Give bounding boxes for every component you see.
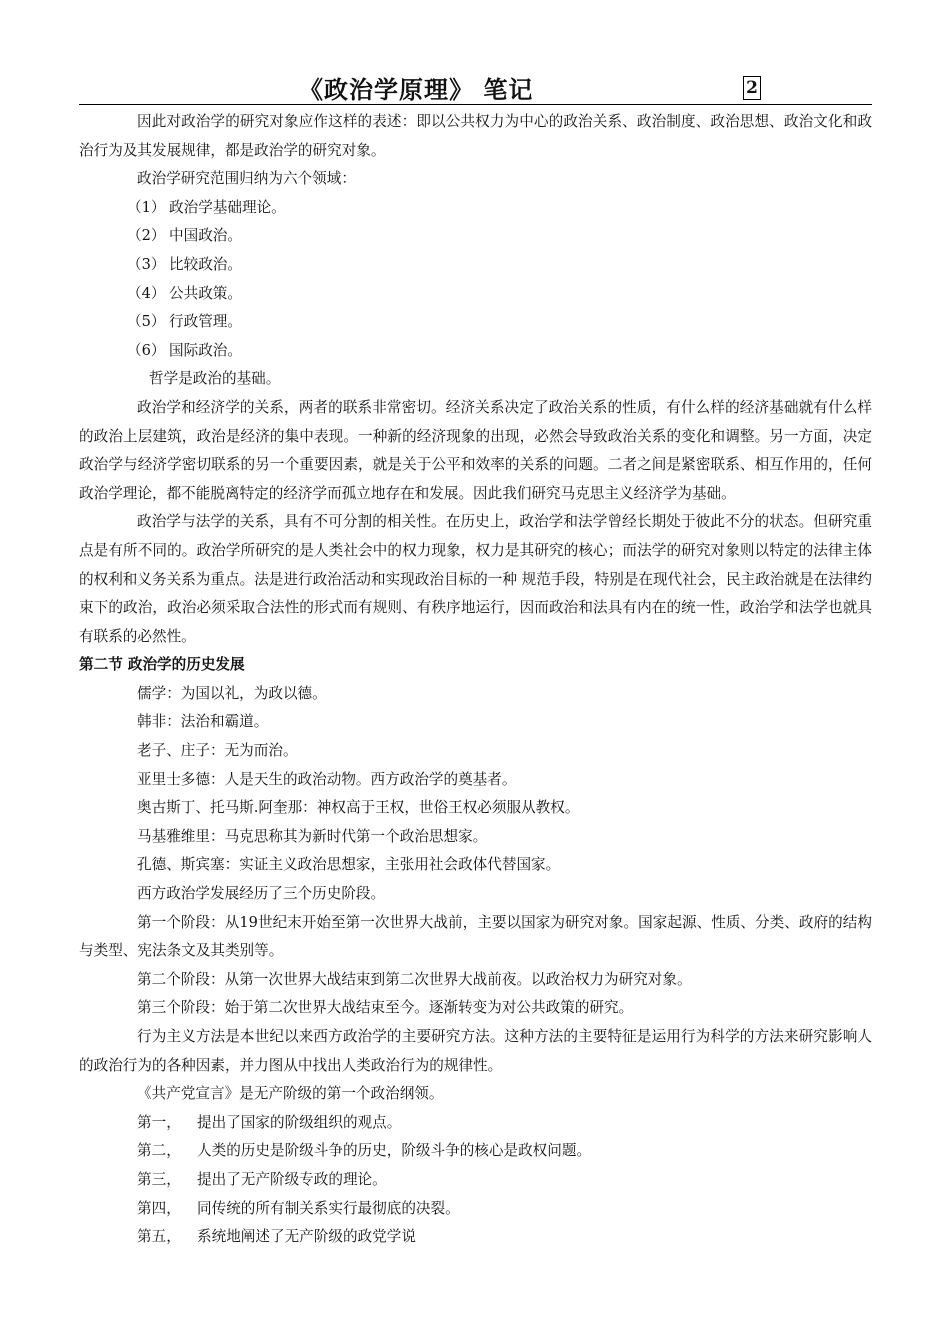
section-heading: 第二节 政治学的历史发展 xyxy=(79,656,245,674)
point-ordinal: 第一， xyxy=(137,1113,181,1131)
stage-3-paragraph: 第三个阶段：始于第二次世界大战结束至今。逐渐转变为对公共政策的研究。 xyxy=(137,999,634,1017)
list-item xyxy=(79,308,872,337)
point-ordinal: 第三， xyxy=(137,1170,181,1188)
thinker-line: 亚里士多德：人是天生的政治动物。西方政治学的奠基者。 xyxy=(137,770,517,788)
behavioral-paragraph: 行为主义方法是本世纪以来西方政治学的主要研究方法。这种方法的主要特征是运用行为科学的方法来研究影响人的政治行为的各种因素，并力图从中找出人类政治行为的规律性。 xyxy=(79,1028,872,1074)
list-item xyxy=(79,1223,872,1252)
manifesto-points xyxy=(79,1109,872,1252)
header-title: 《政治学原理》 笔记 xyxy=(299,76,534,104)
page-number: 2 xyxy=(743,76,761,100)
scope-list xyxy=(79,194,872,366)
point-text: 系统地阐述了无产阶级的政党学说 xyxy=(197,1228,416,1246)
list-item xyxy=(79,1166,872,1195)
list-item xyxy=(79,222,872,251)
point-text: 同传统的所有制关系实行最彻底的决裂。 xyxy=(197,1199,460,1217)
law-paragraph: 政治学与法学的关系，具有不可分割的相关性。在历史上，政治学和法学曾经长期处于彼此不分的状态。但研究重点是有所不同的。政治学所研究的是人类社会中的权力现象，权力是其研究的核心；而法学的研究对象则以特定的法律主体的权利和义务关系为重点。法是进行政治活动和实现政治目标的一种 规范手段，特别是在现代社会，民主政治就是在法律约束下的政治，政治必须采取合法性的形式而有规则、有秩序地运行，因而政治和法具有内在的统一性，政治学和法学也就具有联系的必然性。 xyxy=(79,513,872,645)
list-number: （1） xyxy=(127,198,166,216)
list-text: 比较政治。 xyxy=(169,255,242,273)
list-text: 行政管理。 xyxy=(169,313,242,331)
thinker-line: 孔德、斯宾塞：实证主义政治思想家，主张用社会政体代替国家。 xyxy=(137,856,561,874)
document-page xyxy=(79,0,872,1246)
stage-2-paragraph: 第二个阶段：从第一次世界大战结束到第二次世界大战前夜。以政治权力为研究对象。 xyxy=(137,970,692,988)
list-item xyxy=(79,1195,872,1224)
page-header xyxy=(79,0,872,105)
list-number: （6） xyxy=(127,341,166,359)
list-number: （4） xyxy=(127,284,166,302)
list-number: （2） xyxy=(127,227,166,245)
manifesto-line: 《共产党宣言》是无产阶级的第一个政治纲领。 xyxy=(137,1085,444,1103)
research-object-paragraph: 因此对政治学的研究对象应作这样的表述：即以公共权力为中心的政治关系、政治制度、政治思想、政治文化和政治行为及其发展规律，都是政治学的研究对象。 xyxy=(79,113,872,159)
list-item xyxy=(79,280,872,309)
point-text: 提出了无产阶级专政的理论。 xyxy=(197,1170,387,1188)
point-text: 人类的历史是阶级斗争的历史，阶级斗争的核心是政权问题。 xyxy=(197,1142,592,1160)
document-body xyxy=(79,108,872,1252)
list-item xyxy=(79,194,872,223)
thinker-line: 马基雅维里：马克思称其为新时代第一个政治思想家。 xyxy=(137,827,488,845)
philosophy-line: 哲学是政治的基础。 xyxy=(149,370,281,388)
list-item xyxy=(79,251,872,280)
economics-paragraph: 政治学和经济学的关系，两者的联系非常密切。经济关系决定了政治关系的性质，有什么样的经济基础就有什么样的政治上层建筑，政治是经济的集中表现。一种新的经济现象的出现，必然会导致政治关系的变化和调整。另一方面，决定政治学与经济学密切联系的另一个重要因素，就是关于公平和效率的关系的问题。二者之间是紧密联系、相互作用的，任何政治学理论，都不能脱离特定的经济学而孤立地存在和发展。因此我们研究马克思主义经济学为基础。 xyxy=(79,398,872,502)
stage-1-paragraph: 第一个阶段：从19世纪末开始至第一次世界大战前，主要以国家为研究对象。国家起源、性质、分类、政府的结构与类型、宪法条文及其类别等。 xyxy=(79,913,872,960)
list-item xyxy=(79,1109,872,1138)
thinker-line: 老子、庄子：无为而治。 xyxy=(137,742,298,760)
list-number: （5） xyxy=(127,313,166,331)
stages-intro: 西方政治学发展经历了三个历史阶段。 xyxy=(137,885,386,903)
list-text: 国际政治。 xyxy=(169,341,242,359)
list-text: 中国政治。 xyxy=(169,227,242,245)
list-item xyxy=(79,337,872,366)
thinker-line: 奥古斯丁、托马斯.阿奎那：神权高于王权，世俗王权必须服从教权。 xyxy=(137,799,580,817)
thinker-line: 韩非：法治和霸道。 xyxy=(137,713,269,731)
list-text: 公共政策。 xyxy=(169,284,242,302)
point-ordinal: 第四， xyxy=(137,1199,181,1217)
thinker-line: 儒学：为国以礼，为政以德。 xyxy=(137,684,327,702)
point-ordinal: 第五， xyxy=(137,1228,181,1246)
list-number: （3） xyxy=(127,255,166,273)
scope-intro: 政治学研究范围归纳为六个领域： xyxy=(137,170,356,188)
list-item xyxy=(79,1137,872,1166)
list-text: 政治学基础理论。 xyxy=(169,198,286,216)
point-ordinal: 第二， xyxy=(137,1142,181,1160)
point-text: 提出了国家的阶级组织的观点。 xyxy=(197,1113,402,1131)
